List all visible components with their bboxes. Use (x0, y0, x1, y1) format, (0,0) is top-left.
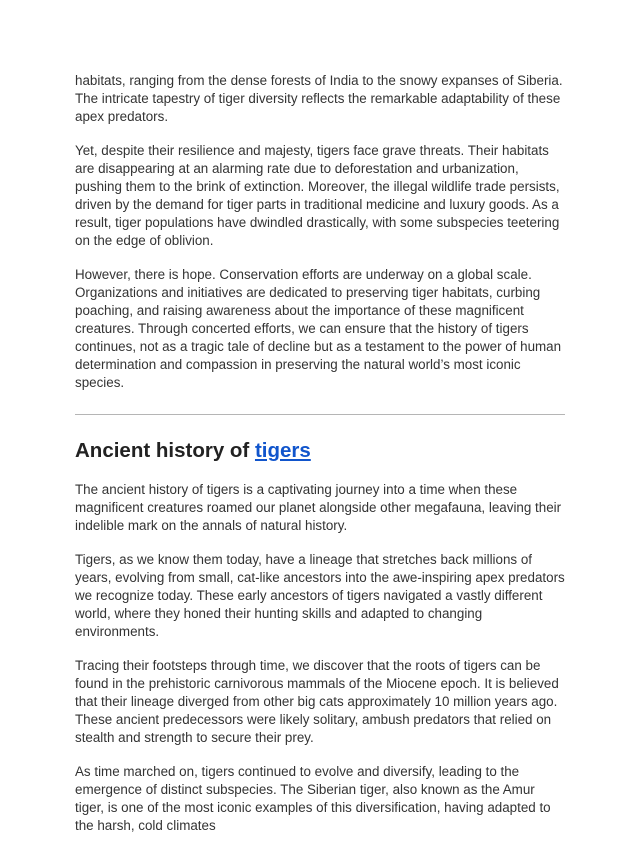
document-page (75, 72, 565, 851)
section-heading-text: Ancient history of (75, 439, 255, 462)
section-heading (75, 437, 565, 465)
paragraph-lineage: Tigers, as we know them today, have a lineage that stretches back millions of years, evolving from small, cat-like ancestors into the awe-inspiring apex predators we recognize today. These early ancestors of tigers navigated a vastly different world, where they honed their hunting skills and adapted to changing environments. (75, 552, 565, 639)
paragraph-threats: Yet, despite their resilience and majesty, tigers face grave threats. Their habitats are disappearing at an alarming rate due to deforestation and urbanization, pushing them to the brink of extinction. Moreover, the illegal wildlife trade persists, driven by the demand for tiger parts in traditional medicine and luxury goods. As a result, tiger populations have dwindled drastically, with some subspecies teetering on the edge of oblivion. (75, 143, 560, 248)
paragraph-miocene: Tracing their footsteps through time, we discover that the roots of tigers can be found in the prehistoric carnivorous mammals of the Miocene epoch. It is believed that their lineage diverged from other big cats approximately 10 million years ago. These ancient predecessors were likely solitary, ambush predators that relied on stealth and strength to secure their prey. (75, 658, 559, 745)
section-divider (75, 414, 565, 415)
paragraph-subspecies: As time marched on, tigers continued to evolve and diversify, leading to the emergence of distinct subspecies. The Siberian tiger, also known as the Amur tiger, is one of the most iconic examples of this diversification, having adapted to the harsh, cold climates (75, 764, 551, 833)
paragraph-hope: However, there is hope. Conservation efforts are underway on a global scale. Organizations and initiatives are dedicated to preserving tiger habitats, curbing poaching, and raising awareness about the importance of these magnificent creatures. Through concerted efforts, we can ensure that the history of tigers continues, not as a tragic tale of decline but as a testament to the power of human determination and compassion in preserving the natural world’s most iconic species. (75, 267, 562, 390)
paragraph-habitats: habitats, ranging from the dense forests of India to the snowy expanses of Siberia. The intricate tapestry of tiger diversity reflects the remarkable adaptability of these apex predators. (75, 73, 563, 124)
tigers-link[interactable]: tigers (254, 439, 311, 462)
paragraph-ancient-intro: The ancient history of tigers is a captivating journey into a time when these magnificent creatures roamed our planet alongside other megafauna, leaving their indelible mark on the annals of natural history. (75, 482, 562, 533)
